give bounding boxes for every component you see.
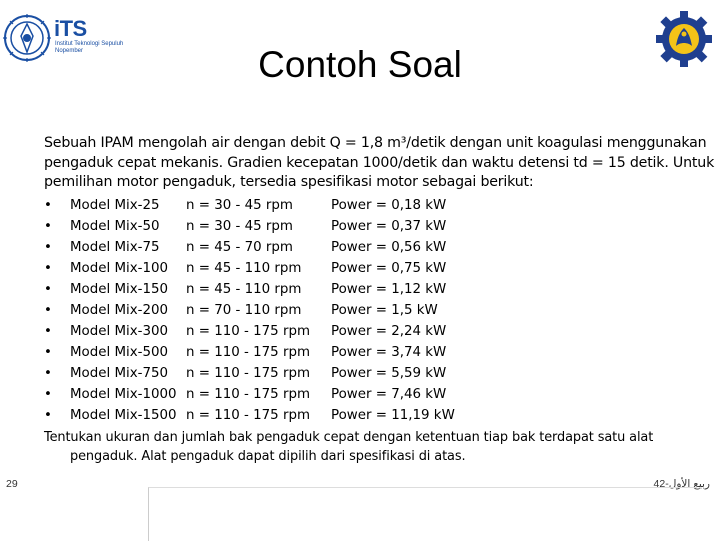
list-item	[44, 216, 716, 237]
bullet-icon: •	[44, 281, 52, 297]
motor-rpm: n = 110 - 175 rpm	[186, 344, 310, 360]
motor-rpm: n = 30 - 45 rpm	[186, 218, 293, 234]
list-item	[44, 363, 716, 384]
bullet-icon: •	[44, 218, 52, 234]
motor-model: Model Mix-200	[70, 302, 169, 318]
motor-rpm: n = 70 - 110 rpm	[186, 302, 302, 318]
bullet-icon: •	[44, 407, 52, 423]
motor-rpm: n = 30 - 45 rpm	[186, 197, 293, 213]
motor-model: Model Mix-500	[70, 344, 169, 360]
motor-rpm: n = 45 - 110 rpm	[186, 260, 302, 276]
list-item	[44, 279, 716, 300]
motor-power: Power = 1,12 kW	[331, 281, 447, 297]
bullet-icon: •	[44, 386, 52, 402]
motor-power: Power = 2,24 kW	[331, 323, 447, 339]
bullet-icon: •	[44, 260, 52, 276]
list-item	[44, 342, 716, 363]
motor-rpm: n = 110 - 175 rpm	[186, 407, 310, 423]
its-logo-text: iTS	[54, 16, 87, 41]
motor-power: Power = 7,46 kW	[331, 386, 447, 402]
footer-divider	[148, 487, 697, 541]
motor-power: Power = 0,37 kW	[331, 218, 447, 234]
problem-question: Tentukan ukuran dan jumlah bak pengaduk cepat dengan ketentuan tiap bak terdapat satu alat pengaduk. Alat pengaduk dapat dipilih dari spesifikasi di atas.	[44, 429, 654, 464]
motor-power: Power = 0,56 kW	[331, 239, 447, 255]
list-item	[44, 300, 716, 321]
motor-rpm: n = 110 - 175 rpm	[186, 323, 310, 339]
motor-rpm: n = 45 - 110 rpm	[186, 281, 302, 297]
bullet-icon: •	[44, 239, 52, 255]
motor-power: Power = 0,18 kW	[331, 197, 447, 213]
motor-spec-list	[44, 195, 716, 426]
footer-date: ربيع الأول-42	[653, 478, 710, 490]
motor-rpm: n = 45 - 70 rpm	[186, 239, 293, 255]
bullet-icon: •	[44, 197, 52, 213]
motor-model: Model Mix-750	[70, 365, 169, 381]
motor-power: Power = 3,74 kW	[331, 344, 447, 360]
list-item	[44, 237, 716, 258]
motor-rpm: n = 110 - 175 rpm	[186, 365, 310, 381]
list-item	[44, 195, 716, 216]
motor-model: Model Mix-75	[70, 239, 160, 255]
bullet-icon: •	[44, 365, 52, 381]
bullet-icon: •	[44, 344, 52, 360]
motor-model: Model Mix-25	[70, 197, 160, 213]
problem-intro: Sebuah IPAM mengolah air dengan debit Q = 1,8 m³/detik dengan unit koagulasi menggunakan pengaduk cepat mekanis. Gradien kecepatan 1000/detik dan waktu detensi td = 15 detik. Untuk pemilihan motor pengaduk, tersedia spesifikasi motor sebagai berikut:	[44, 135, 715, 190]
bullet-icon: •	[44, 323, 52, 339]
motor-rpm: n = 110 - 175 rpm	[186, 386, 310, 402]
list-item	[44, 405, 716, 426]
motor-power: Power = 1,5 kW	[331, 302, 438, 318]
motor-power: Power = 11,19 kW	[331, 407, 455, 423]
page-number: 29	[6, 478, 18, 490]
bullet-icon: •	[44, 302, 52, 318]
its-logo-subtitle: Institut Teknologi Sepuluh Nopember	[55, 41, 124, 54]
motor-model: Model Mix-100	[70, 260, 169, 276]
motor-power: Power = 0,75 kW	[331, 260, 447, 276]
motor-model: Model Mix-1000	[70, 386, 177, 402]
slide-title: Contoh Soal	[258, 44, 462, 85]
motor-model: Model Mix-300	[70, 323, 169, 339]
motor-model: Model Mix-150	[70, 281, 169, 297]
slide-content	[44, 134, 716, 467]
motor-power: Power = 5,59 kW	[331, 365, 447, 381]
list-item	[44, 321, 716, 342]
list-item	[44, 258, 716, 279]
motor-model: Model Mix-50	[70, 218, 160, 234]
list-item	[44, 384, 716, 405]
motor-model: Model Mix-1500	[70, 407, 177, 423]
